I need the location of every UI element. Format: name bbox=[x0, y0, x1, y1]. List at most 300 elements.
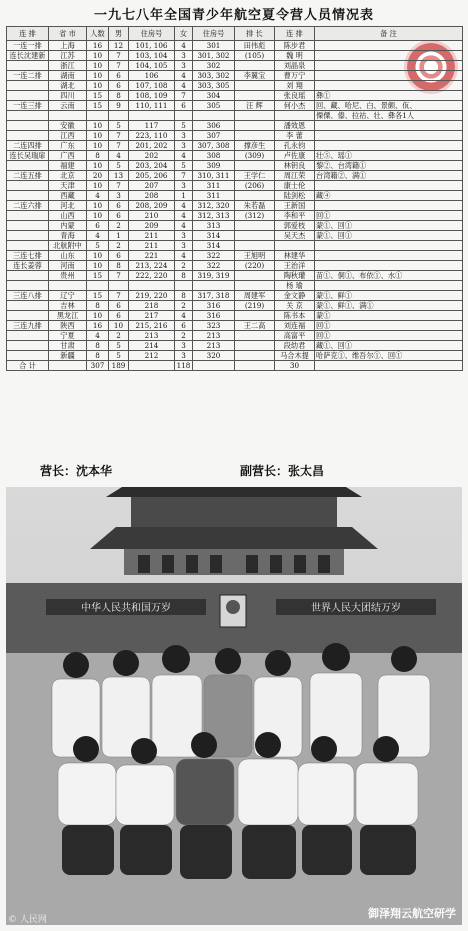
table-cell: 6 bbox=[109, 251, 129, 261]
table-cell: 苗①、侗①、布依①、水① bbox=[315, 271, 463, 281]
table-cell: 104, 105 bbox=[129, 61, 175, 71]
table-cell bbox=[315, 181, 463, 191]
table-cell: 4 bbox=[87, 191, 109, 201]
table-cell: 307 bbox=[193, 131, 235, 141]
table-cell: 广东 bbox=[49, 141, 87, 151]
table-cell: 208 bbox=[129, 191, 175, 201]
table-cell: 4 bbox=[175, 221, 193, 231]
table-cell bbox=[315, 361, 463, 371]
table-cell: 5 bbox=[109, 341, 129, 351]
table-cell: 黑龙江 bbox=[49, 311, 87, 321]
table-cell bbox=[235, 111, 275, 121]
table-cell: 汪 辉 bbox=[235, 101, 275, 111]
table-cell: 302 bbox=[193, 61, 235, 71]
table-cell: 118 bbox=[175, 361, 193, 371]
table-cell: 103, 104 bbox=[129, 51, 175, 61]
table-cell: 7 bbox=[109, 141, 129, 151]
column-header: 连 排 bbox=[275, 27, 315, 41]
table-cell: 5 bbox=[87, 241, 109, 251]
table-cell bbox=[7, 121, 49, 131]
table-cell: 7 bbox=[109, 291, 129, 301]
table-row bbox=[7, 111, 463, 121]
table-row bbox=[7, 51, 463, 61]
table-row bbox=[7, 161, 463, 171]
table-cell: 4 bbox=[175, 41, 193, 51]
table-cell: 黎②、台湾籍① bbox=[315, 161, 463, 171]
table-cell bbox=[315, 141, 463, 151]
table-cell: 308 bbox=[193, 151, 235, 161]
table-cell: 307, 308 bbox=[193, 141, 235, 151]
table-cell: 16 bbox=[87, 41, 109, 51]
table-cell: 3 bbox=[175, 231, 193, 241]
banner-left: 中华人民共和国万岁 bbox=[81, 603, 171, 614]
table-cell: 15 bbox=[87, 101, 109, 111]
table-cell: 江苏 bbox=[49, 51, 87, 61]
table-cell bbox=[315, 261, 463, 271]
table-cell: 山东 bbox=[49, 251, 87, 261]
table-cell: 309 bbox=[193, 161, 235, 171]
table-cell: 张良瑶 bbox=[275, 91, 315, 101]
table-cell: 浙江 bbox=[49, 61, 87, 71]
table-cell: 曹万宁 bbox=[275, 71, 315, 81]
table-cell: 312, 320 bbox=[193, 201, 235, 211]
table-cell: 213 bbox=[193, 341, 235, 351]
table-cell: 10 bbox=[87, 201, 109, 211]
table-cell bbox=[235, 121, 275, 131]
table-cell: 彝① bbox=[315, 91, 463, 101]
table-cell: 222, 220 bbox=[129, 271, 175, 281]
table-cell: 新疆 bbox=[49, 351, 87, 361]
table-cell bbox=[315, 71, 463, 81]
table-cell: 云南 bbox=[49, 101, 87, 111]
table-row bbox=[7, 351, 463, 361]
table-cell: 13 bbox=[109, 171, 129, 181]
table-cell bbox=[193, 111, 235, 121]
table-cell: 甘肃 bbox=[49, 341, 87, 351]
table-cell: 8 bbox=[87, 301, 109, 311]
table-cell: (312) bbox=[235, 211, 275, 221]
table-cell: 高富平 bbox=[275, 331, 315, 341]
table-cell: 4 bbox=[87, 231, 109, 241]
table-cell: 218 bbox=[129, 301, 175, 311]
table-cell: 6 bbox=[109, 81, 129, 91]
table-row bbox=[7, 141, 463, 151]
table-cell: 2 bbox=[109, 331, 129, 341]
table-row bbox=[7, 261, 463, 271]
table-cell: 壮⑤、瑶① bbox=[315, 151, 463, 161]
table-cell: 二连六排 bbox=[7, 201, 49, 211]
table-cell: 323 bbox=[193, 321, 235, 331]
table-cell: 16 bbox=[87, 321, 109, 331]
table-cell bbox=[7, 111, 49, 121]
table-cell: 205, 206 bbox=[129, 171, 175, 181]
table-cell bbox=[109, 111, 129, 121]
table-cell: 2 bbox=[109, 241, 129, 251]
table-cell: 1 bbox=[109, 231, 129, 241]
table-cell: 322 bbox=[193, 261, 235, 271]
table-cell: 李 蕾 bbox=[275, 131, 315, 141]
table-cell: 207 bbox=[129, 181, 175, 191]
photo-illustration bbox=[6, 487, 462, 925]
table-cell bbox=[7, 311, 49, 321]
table-cell: 4 bbox=[175, 311, 193, 321]
table-cell: 蒙①、鲜①、满① bbox=[315, 301, 463, 311]
table-cell: 108, 109 bbox=[129, 91, 175, 101]
table-cell: 4 bbox=[175, 71, 193, 81]
table-cell: 陈步君 bbox=[275, 41, 315, 51]
table-cell: 林钥良 bbox=[275, 161, 315, 171]
table-cell: 3 bbox=[175, 241, 193, 251]
table-cell bbox=[235, 131, 275, 141]
table-cell bbox=[7, 91, 49, 101]
table-cell bbox=[193, 361, 235, 371]
table-cell: 314 bbox=[193, 241, 235, 251]
table-cell: 10 bbox=[87, 261, 109, 271]
table-cell bbox=[7, 271, 49, 281]
table-cell: 段幼君 bbox=[275, 341, 315, 351]
table-cell: 西藏 bbox=[49, 191, 87, 201]
table-cell: 3 bbox=[175, 341, 193, 351]
table-cell: 317, 318 bbox=[193, 291, 235, 301]
table-cell: 4 bbox=[175, 151, 193, 161]
table-cell: 湖南 bbox=[49, 71, 87, 81]
table-cell bbox=[315, 201, 463, 211]
table-cell: 合 计 bbox=[7, 361, 49, 371]
table-cell: 313 bbox=[193, 221, 235, 231]
table-cell bbox=[275, 111, 315, 121]
table-cell: 吉林 bbox=[49, 301, 87, 311]
table-cell: 福建 bbox=[49, 161, 87, 171]
table-cell bbox=[109, 281, 129, 291]
column-header: 连 排 bbox=[7, 27, 49, 41]
table-cell: 回① bbox=[315, 211, 463, 221]
table-cell: 王二高 bbox=[235, 321, 275, 331]
table-cell bbox=[315, 251, 463, 261]
table-cell: 杨 瑜 bbox=[275, 281, 315, 291]
battalion-commander: 营长：沈本华 bbox=[40, 464, 113, 478]
table-cell: 陕西 bbox=[49, 321, 87, 331]
table-cell: 5 bbox=[175, 161, 193, 171]
table-cell: 周江荣 bbox=[275, 171, 315, 181]
table-cell bbox=[7, 231, 49, 241]
table-cell: 王学仁 bbox=[235, 171, 275, 181]
table-cell bbox=[49, 281, 87, 291]
watermark-left: © 人民网 bbox=[8, 915, 47, 925]
table-row bbox=[7, 341, 463, 351]
table-cell: 刘 翔 bbox=[275, 81, 315, 91]
table-cell bbox=[129, 361, 175, 371]
table-cell: 2 bbox=[175, 261, 193, 271]
table-cell: 康士伦 bbox=[275, 181, 315, 191]
table-row bbox=[7, 251, 463, 261]
table-cell: 10 bbox=[109, 321, 129, 331]
table-cell bbox=[7, 351, 49, 361]
table-cell: 田伟彪 bbox=[235, 41, 275, 51]
table-row bbox=[7, 231, 463, 241]
table-row bbox=[7, 291, 463, 301]
table-cell: 关 京 bbox=[275, 301, 315, 311]
table-cell: 刘晶泉 bbox=[275, 61, 315, 71]
table-row bbox=[7, 101, 463, 111]
table-cell: 15 bbox=[87, 271, 109, 281]
table-cell: 北航附中 bbox=[49, 241, 87, 251]
table-cell: 10 bbox=[87, 131, 109, 141]
table-cell bbox=[235, 221, 275, 231]
table-cell bbox=[49, 361, 87, 371]
table-row bbox=[7, 241, 463, 251]
table-cell: 蒙① bbox=[315, 311, 463, 321]
table-cell: 6 bbox=[109, 211, 129, 221]
table-cell: 10 bbox=[87, 81, 109, 91]
table-cell: 10 bbox=[87, 71, 109, 81]
table-row bbox=[7, 301, 463, 311]
table-cell: 6 bbox=[109, 301, 129, 311]
table-cell: 连长姜蓉 bbox=[7, 261, 49, 271]
table-cell: 2 bbox=[109, 221, 129, 231]
table-cell: 8 bbox=[87, 151, 109, 161]
table-cell: 306 bbox=[193, 121, 235, 131]
table-cell: 蒙①、鲜① bbox=[315, 291, 463, 301]
table-cell: 二连四排 bbox=[7, 141, 49, 151]
table-cell bbox=[315, 81, 463, 91]
table-cell: 8 bbox=[87, 341, 109, 351]
table-cell bbox=[315, 131, 463, 141]
table-cell: 12 bbox=[109, 41, 129, 51]
table-row bbox=[7, 321, 463, 331]
table-cell: 5 bbox=[109, 121, 129, 131]
table-cell: 305 bbox=[193, 101, 235, 111]
table-cell: 101, 106 bbox=[129, 41, 175, 51]
table-cell: 郭爱枝 bbox=[275, 221, 315, 231]
table-cell: 回① bbox=[315, 331, 463, 341]
table-cell: 6 bbox=[175, 321, 193, 331]
table-cell: 3 bbox=[175, 141, 193, 151]
column-header: 省 市 bbox=[49, 27, 87, 41]
table-cell: 15 bbox=[87, 291, 109, 301]
table-cell: 303, 305 bbox=[193, 81, 235, 91]
table-row bbox=[7, 171, 463, 181]
table-cell: 311 bbox=[193, 181, 235, 191]
table-cell bbox=[235, 241, 275, 251]
table-cell: 189 bbox=[109, 361, 129, 371]
table-cell: 4 bbox=[175, 81, 193, 91]
table-cell bbox=[235, 281, 275, 291]
table-cell: 107, 108 bbox=[129, 81, 175, 91]
vice-battalion-commander: 副营长：张太昌 bbox=[240, 464, 325, 478]
table-cell: 四川 bbox=[49, 91, 87, 101]
table-cell: 208, 209 bbox=[129, 201, 175, 211]
table-cell: 上海 bbox=[49, 41, 87, 51]
table-cell: 6 bbox=[175, 101, 193, 111]
table-cell bbox=[315, 41, 463, 51]
table-cell: 三连七排 bbox=[7, 251, 49, 261]
table-cell bbox=[235, 361, 275, 371]
table-cell bbox=[193, 281, 235, 291]
table-cell bbox=[175, 281, 193, 291]
table-cell: 223, 110 bbox=[129, 131, 175, 141]
table-row bbox=[7, 211, 463, 221]
table-cell: 刘连福 bbox=[275, 321, 315, 331]
table-cell: 10 bbox=[87, 141, 109, 151]
table-cell bbox=[7, 191, 49, 201]
table-cell: 301 bbox=[193, 41, 235, 51]
table-cell: 吴天杰 bbox=[275, 231, 315, 241]
table-cell bbox=[235, 331, 275, 341]
table-cell: 天津 bbox=[49, 181, 87, 191]
table-cell bbox=[315, 281, 463, 291]
table-cell: 214 bbox=[129, 341, 175, 351]
table-cell bbox=[7, 221, 49, 231]
table-cell: 15 bbox=[87, 91, 109, 101]
table-cell: 4 bbox=[175, 201, 193, 211]
table-cell: 9 bbox=[109, 101, 129, 111]
table-cell: 陶秋瓘 bbox=[275, 271, 315, 281]
table-cell: 3 bbox=[175, 61, 193, 71]
table-cell: 10 bbox=[87, 211, 109, 221]
table-cell bbox=[7, 301, 49, 311]
table-cell: 江西 bbox=[49, 131, 87, 141]
table-cell: 内蒙 bbox=[49, 221, 87, 231]
table-cell: 217 bbox=[129, 311, 175, 321]
table-cell: 303, 302 bbox=[193, 71, 235, 81]
table-cell: 213 bbox=[193, 331, 235, 341]
table-cell: 311 bbox=[193, 191, 235, 201]
table-cell bbox=[175, 111, 193, 121]
table-cell: 卢佐康 bbox=[275, 151, 315, 161]
table-cell bbox=[235, 191, 275, 201]
table-cell: 8 bbox=[109, 261, 129, 271]
table-row bbox=[7, 271, 463, 281]
table-row bbox=[7, 41, 463, 51]
table-cell bbox=[315, 241, 463, 251]
table-cell: 6 bbox=[109, 201, 129, 211]
group-photo-tiananmen bbox=[6, 487, 462, 925]
table-cell: 7 bbox=[109, 271, 129, 281]
table-cell bbox=[235, 351, 275, 361]
table-cell: 4 bbox=[175, 211, 193, 221]
table-cell: 110, 111 bbox=[129, 101, 175, 111]
table-row bbox=[7, 191, 463, 201]
table-cell: 宁夏 bbox=[49, 331, 87, 341]
table-cell: 三连八排 bbox=[7, 291, 49, 301]
table-cell bbox=[87, 111, 109, 121]
column-header: 排 长 bbox=[235, 27, 275, 41]
table-cell: 李和平 bbox=[275, 211, 315, 221]
table-cell bbox=[315, 121, 463, 131]
table-cell: 10 bbox=[87, 251, 109, 261]
table-cell: 5 bbox=[109, 351, 129, 361]
table-cell bbox=[235, 81, 275, 91]
table-cell: 320 bbox=[193, 351, 235, 361]
table-cell: 哈萨克①、维吾尔①、回① bbox=[315, 351, 463, 361]
table-cell bbox=[235, 271, 275, 281]
table-cell: 4 bbox=[175, 251, 193, 261]
watermark-right: 御泽翔云航空研学 bbox=[368, 907, 456, 920]
table-cell: 10 bbox=[87, 181, 109, 191]
table-cell: 20 bbox=[87, 171, 109, 181]
table-cell bbox=[7, 61, 49, 71]
table-cell: 3 bbox=[175, 51, 193, 61]
table-cell: 6 bbox=[109, 311, 129, 321]
table-cell bbox=[49, 111, 87, 121]
table-cell: 219, 220 bbox=[129, 291, 175, 301]
table-cell: 3 bbox=[175, 181, 193, 191]
table-cell: 209 bbox=[129, 221, 175, 231]
table-cell: 10 bbox=[87, 61, 109, 71]
table-cell: 马合木提 bbox=[275, 351, 315, 361]
table-cell: 8 bbox=[175, 291, 193, 301]
table-cell: 王旭明 bbox=[235, 251, 275, 261]
table-cell: 211 bbox=[129, 241, 175, 251]
column-header: 人数 bbox=[87, 27, 109, 41]
table-cell: 3 bbox=[175, 351, 193, 361]
table-cell: 山西 bbox=[49, 211, 87, 221]
table-cell: 8 bbox=[87, 351, 109, 361]
table-cell: 回① bbox=[315, 321, 463, 331]
table-cell: 陆剑松 bbox=[275, 191, 315, 201]
table-cell bbox=[235, 231, 275, 241]
table-cell: 辽宁 bbox=[49, 291, 87, 301]
table-cell: 210 bbox=[129, 211, 175, 221]
table-cell bbox=[87, 281, 109, 291]
table-cell: (219) bbox=[235, 301, 275, 311]
personnel-table bbox=[6, 26, 463, 371]
table-row bbox=[7, 81, 463, 91]
table-cell bbox=[7, 81, 49, 91]
table-cell: 5 bbox=[175, 121, 193, 131]
table-cell: 蒙①、回① bbox=[315, 221, 463, 231]
table-cell bbox=[7, 131, 49, 141]
table-cell: 6 bbox=[87, 221, 109, 231]
table-cell bbox=[7, 211, 49, 221]
table-cell: 李翼宝 bbox=[235, 71, 275, 81]
table-cell: 撑彦生 bbox=[235, 141, 275, 151]
table-cell: 211 bbox=[129, 231, 175, 241]
personnel-table-wrap bbox=[6, 26, 462, 371]
table-row bbox=[7, 71, 463, 81]
table-cell: 213, 224 bbox=[129, 261, 175, 271]
table-cell: 2 bbox=[175, 331, 193, 341]
table-cell bbox=[235, 61, 275, 71]
table-cell: 贵州 bbox=[49, 271, 87, 281]
table-cell: 3 bbox=[109, 191, 129, 201]
table-cell: 藏①、回① bbox=[315, 341, 463, 351]
table-cell: 魏 明 bbox=[275, 51, 315, 61]
table-cell: 212 bbox=[129, 351, 175, 361]
table-cell bbox=[129, 111, 175, 121]
table-row bbox=[7, 281, 463, 291]
table-cell: 王治洋 bbox=[275, 261, 315, 271]
table-cell: 301, 302 bbox=[193, 51, 235, 61]
table-cell: 一连一排 bbox=[7, 41, 49, 51]
column-header: 男 bbox=[109, 27, 129, 41]
table-row bbox=[7, 131, 463, 141]
table-cell: 一连二排 bbox=[7, 71, 49, 81]
table-cell: 8 bbox=[109, 91, 129, 101]
table-cell bbox=[235, 161, 275, 171]
table-cell: (309) bbox=[235, 151, 275, 161]
table-row bbox=[7, 201, 463, 211]
table-cell: 5 bbox=[109, 161, 129, 171]
table-cell: 4 bbox=[87, 331, 109, 341]
table-cell: 304 bbox=[193, 91, 235, 101]
table-cell: 314 bbox=[193, 231, 235, 241]
table-cell: 316 bbox=[193, 311, 235, 321]
table-cell: 一连三排 bbox=[7, 101, 49, 111]
table-cell: 106 bbox=[129, 71, 175, 81]
table-cell bbox=[235, 341, 275, 351]
table-cell: 10 bbox=[87, 121, 109, 131]
